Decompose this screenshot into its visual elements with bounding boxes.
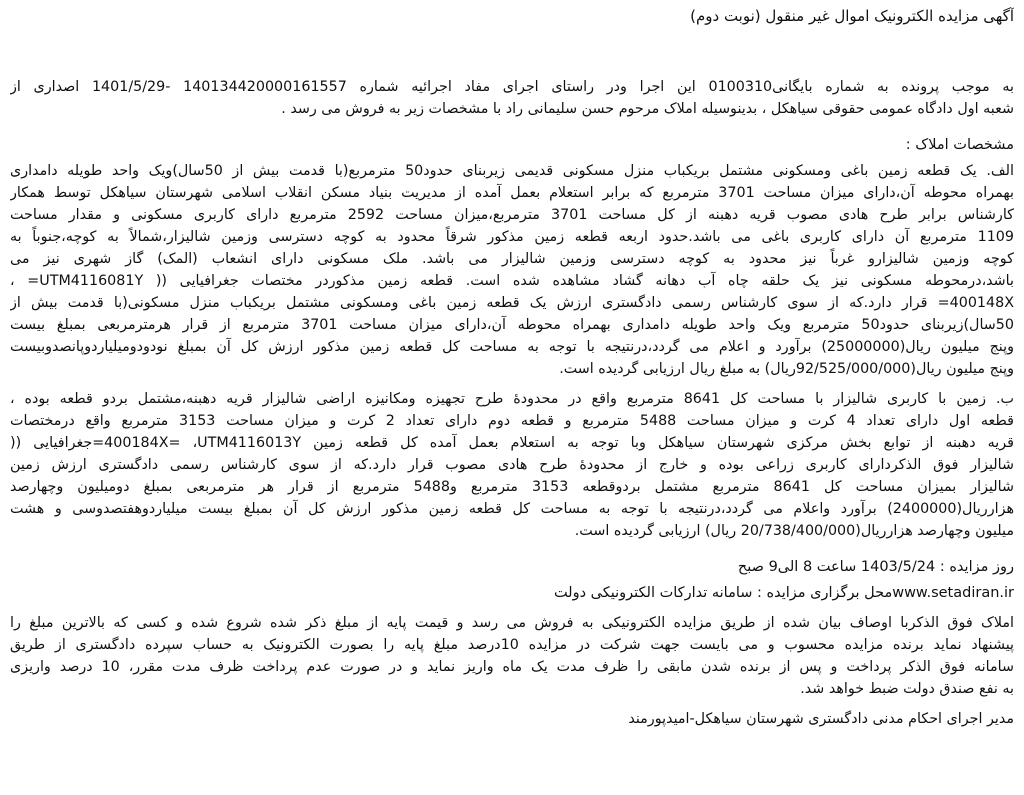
spacer: [10, 120, 1014, 134]
auction-notice-document: [10, 4, 1014, 791]
section-b-line: قطعه اول دارای تعداد 4 کرت و میزان مساحت 5488 مترمربع و قطعه دوم دارای تعداد 2 کرت و میزان مساحت 3153 مترمربع واقع درمختصات: [10, 413, 1014, 429]
section-a-line: الف. یک قطعه زمین باغی ومسکونی مشتمل بریکباب منزل مسکونی قدیمی زیربنای حدود50 مترمربع(با قدمت بیش از 50سال)ویک واحد طویله دامداری: [10, 163, 1014, 179]
notice-title: آگهی مزایده الکترونیک اموال غیر منقول (نوبت دوم): [690, 7, 1014, 25]
terms-line: املاک فوق الذکربا اوصاف بیان شده از طریق مزایده الکترونیکی به فروش می رسد و قیمت پایه از مبلغ ذکر شده شروع شده و کسی که بالاترین مبلغ را: [10, 615, 1014, 631]
auction-day: روز مزایده : 1403/5/24 ساعت 8 الی9 صبح: [737, 559, 1014, 575]
section-b-line: قریه دهبنه از توابع بخش مرکزی شهرستان سیاهکل وبا توجه به استعلام بعمل آمده کل قطعه زمین 400184X= ،UTM4116013Y=جغرافیایی ((: [10, 435, 1014, 451]
intro-line: شعبه اول دادگاه عمومی حقوقی سیاهکل ، بدینوسیله املاک مرحوم حسن سلیمانی راد با مشخصات زیر به فروش می رسد .: [281, 101, 1014, 117]
section-b-line: میلیون وچهارصد هزارریال(20/738/400/000 ریال) ارزیابی گردیده است.: [574, 523, 1014, 539]
section-b-paragraph: [10, 388, 1014, 542]
section-b-line: شالیزار فوق الذکردارای کاربری زراعی بوده و خارج از محدودۀ طرح هادی مصوب قرار دارد.که از سوی کارشناس رسمی دادگستری ارزش زمین: [10, 457, 1014, 473]
section-a-paragraph: [10, 160, 1014, 380]
section-a-line: کوچه وزمین شالیزارو غرباً نیز محدود به کوچه دسترسی وزمین شالیزار می باشد. ملک مسکونی دارای انشعاب (المک) گاز شهری نیز می: [10, 251, 1014, 267]
terms-line: به نفع صندق دولت ضبط خواهد شد.: [800, 681, 1014, 697]
spacer: [10, 700, 1014, 708]
spacer: [10, 380, 1014, 388]
section-a-line: باشد،درمحوطه مسکونی نیز یک حلقه چاه آب دهانه گشاد مشاهده شده است. قطعه زمین مذکوردر مختصات جغرافیایی (( UTM4116081Y= ،: [10, 273, 1014, 289]
intro-paragraph: [10, 76, 1014, 120]
section-b-line: هزارریال(2400000) برآورد واعلام می گردد،درنتیجه با توجه به مساحت کل قطعه زمین مذکور ارزش کل آن بمبلغ بیست میلیاردوهفتصدوسی و هشت: [10, 501, 1014, 517]
specs-heading: مشخصات املاک :: [905, 137, 1014, 153]
section-a-line: 50سال)زیربنای حدود50 مترمربع ویک واحد طویله دامداری بهمراه محوطه آن،دارای میزان مساحت 3701 مترمربع از قرار هرمترمربعی بمبلغ بیست: [10, 317, 1014, 333]
spacer: [10, 542, 1014, 556]
intro-line: به موجب پرونده به شماره بایگانی0100310 این اجرا ودر راستای اجرای مفاد اجرائیه شماره 140134420000161557 -1401/5/29 اصداری از: [10, 79, 1014, 95]
signature: مدیر اجرای احکام مدنی دادگستری شهرستان سیاهکل-امیدپورمند: [628, 711, 1014, 727]
spacer: [10, 604, 1014, 612]
section-a-line: وپنج میلیون ریال(25000000) برآورد و اعلام می گردد،درنتیجه با توجه به مساحت کل قطعه زمین مذکور ارزش کل آن بمبلغ نودودومیلیاردوپانصدوبیست: [10, 339, 1014, 355]
terms-paragraph: [10, 612, 1014, 700]
section-b-line: شالیزار بمیزان مساحت کل 8641 مترمربع مشتمل بردوقطعه 3153 مترمربع و5488 مترمربع از قرار هر مترمربعی بمبلغ دومیلیون وچهارصد: [10, 479, 1014, 495]
section-a-line: بهمراه محوطه آن،دارای میزان مساحت 3701 مترمربع که برابر استعلام بعمل آمده از مدیریت بنیاد مسکن انقلاب اسلامی شهرستان سیاهکل توسط همکار: [10, 185, 1014, 201]
section-a-line: 400148X= قرار دارد.که از سوی کارشناس رسمی دادگستری ارزش یک قطعه زمین باغی ومسکونی مشتمل بریکباب منزل مسکونی(با قدمت بیش از: [10, 295, 1014, 311]
section-a-line: وپنج میلیون ریال(92/525/000/000ریال) به مبلغ ریال ارزیابی گردیده است.: [559, 361, 1014, 377]
section-b-line: ب. زمین با کاربری شالیزار با مساحت کل 8641 مترمربع واقع در محدودۀ طرح تجهیزه ومکانیزه اراضی شالیزار قریه دهبنه،مشتمل بردو قطعه بوده ،: [10, 391, 1014, 407]
auction-venue: www.setadiran.irمحل برگزاری مزایده : سامانه تدارکات الکترونیکی دولت: [553, 585, 1014, 601]
spacer: [10, 28, 1014, 76]
section-a-line: 1109 مترمربع آن دارای کاربری باغی می باشد.حدود اربعه قطعه زمین مذکور شرقاً محدود به کوچه دسترسی وزمین شالیزار،شمالاً به کوچه،جنوباً به: [10, 229, 1014, 245]
terms-line: پیشنهاد نماید برنده مزایده محسوب و می بایست جهت شرکت در مزایده 10درصد مبلغ پایه را بصورت الکترونیک به حساب سپرده دادگستری از طریق: [10, 637, 1014, 653]
terms-line: سامانه فوق الذکر پرداخت و پس از برنده شدن مابقی را ظرف مدت یک ماه واریز نماید و در صورت عدم پرداخت ظرف مدت مقرر، 10 درصد واریزی: [10, 659, 1014, 675]
section-a-line: کارشناس برابر طرح هادی مصوب قریه دهبنه از کل مساحت 3701 مترمربع،میزان مساحت 2592 مترمربع دارای کاربری مسکونی و مقدار مساحت: [10, 207, 1014, 223]
